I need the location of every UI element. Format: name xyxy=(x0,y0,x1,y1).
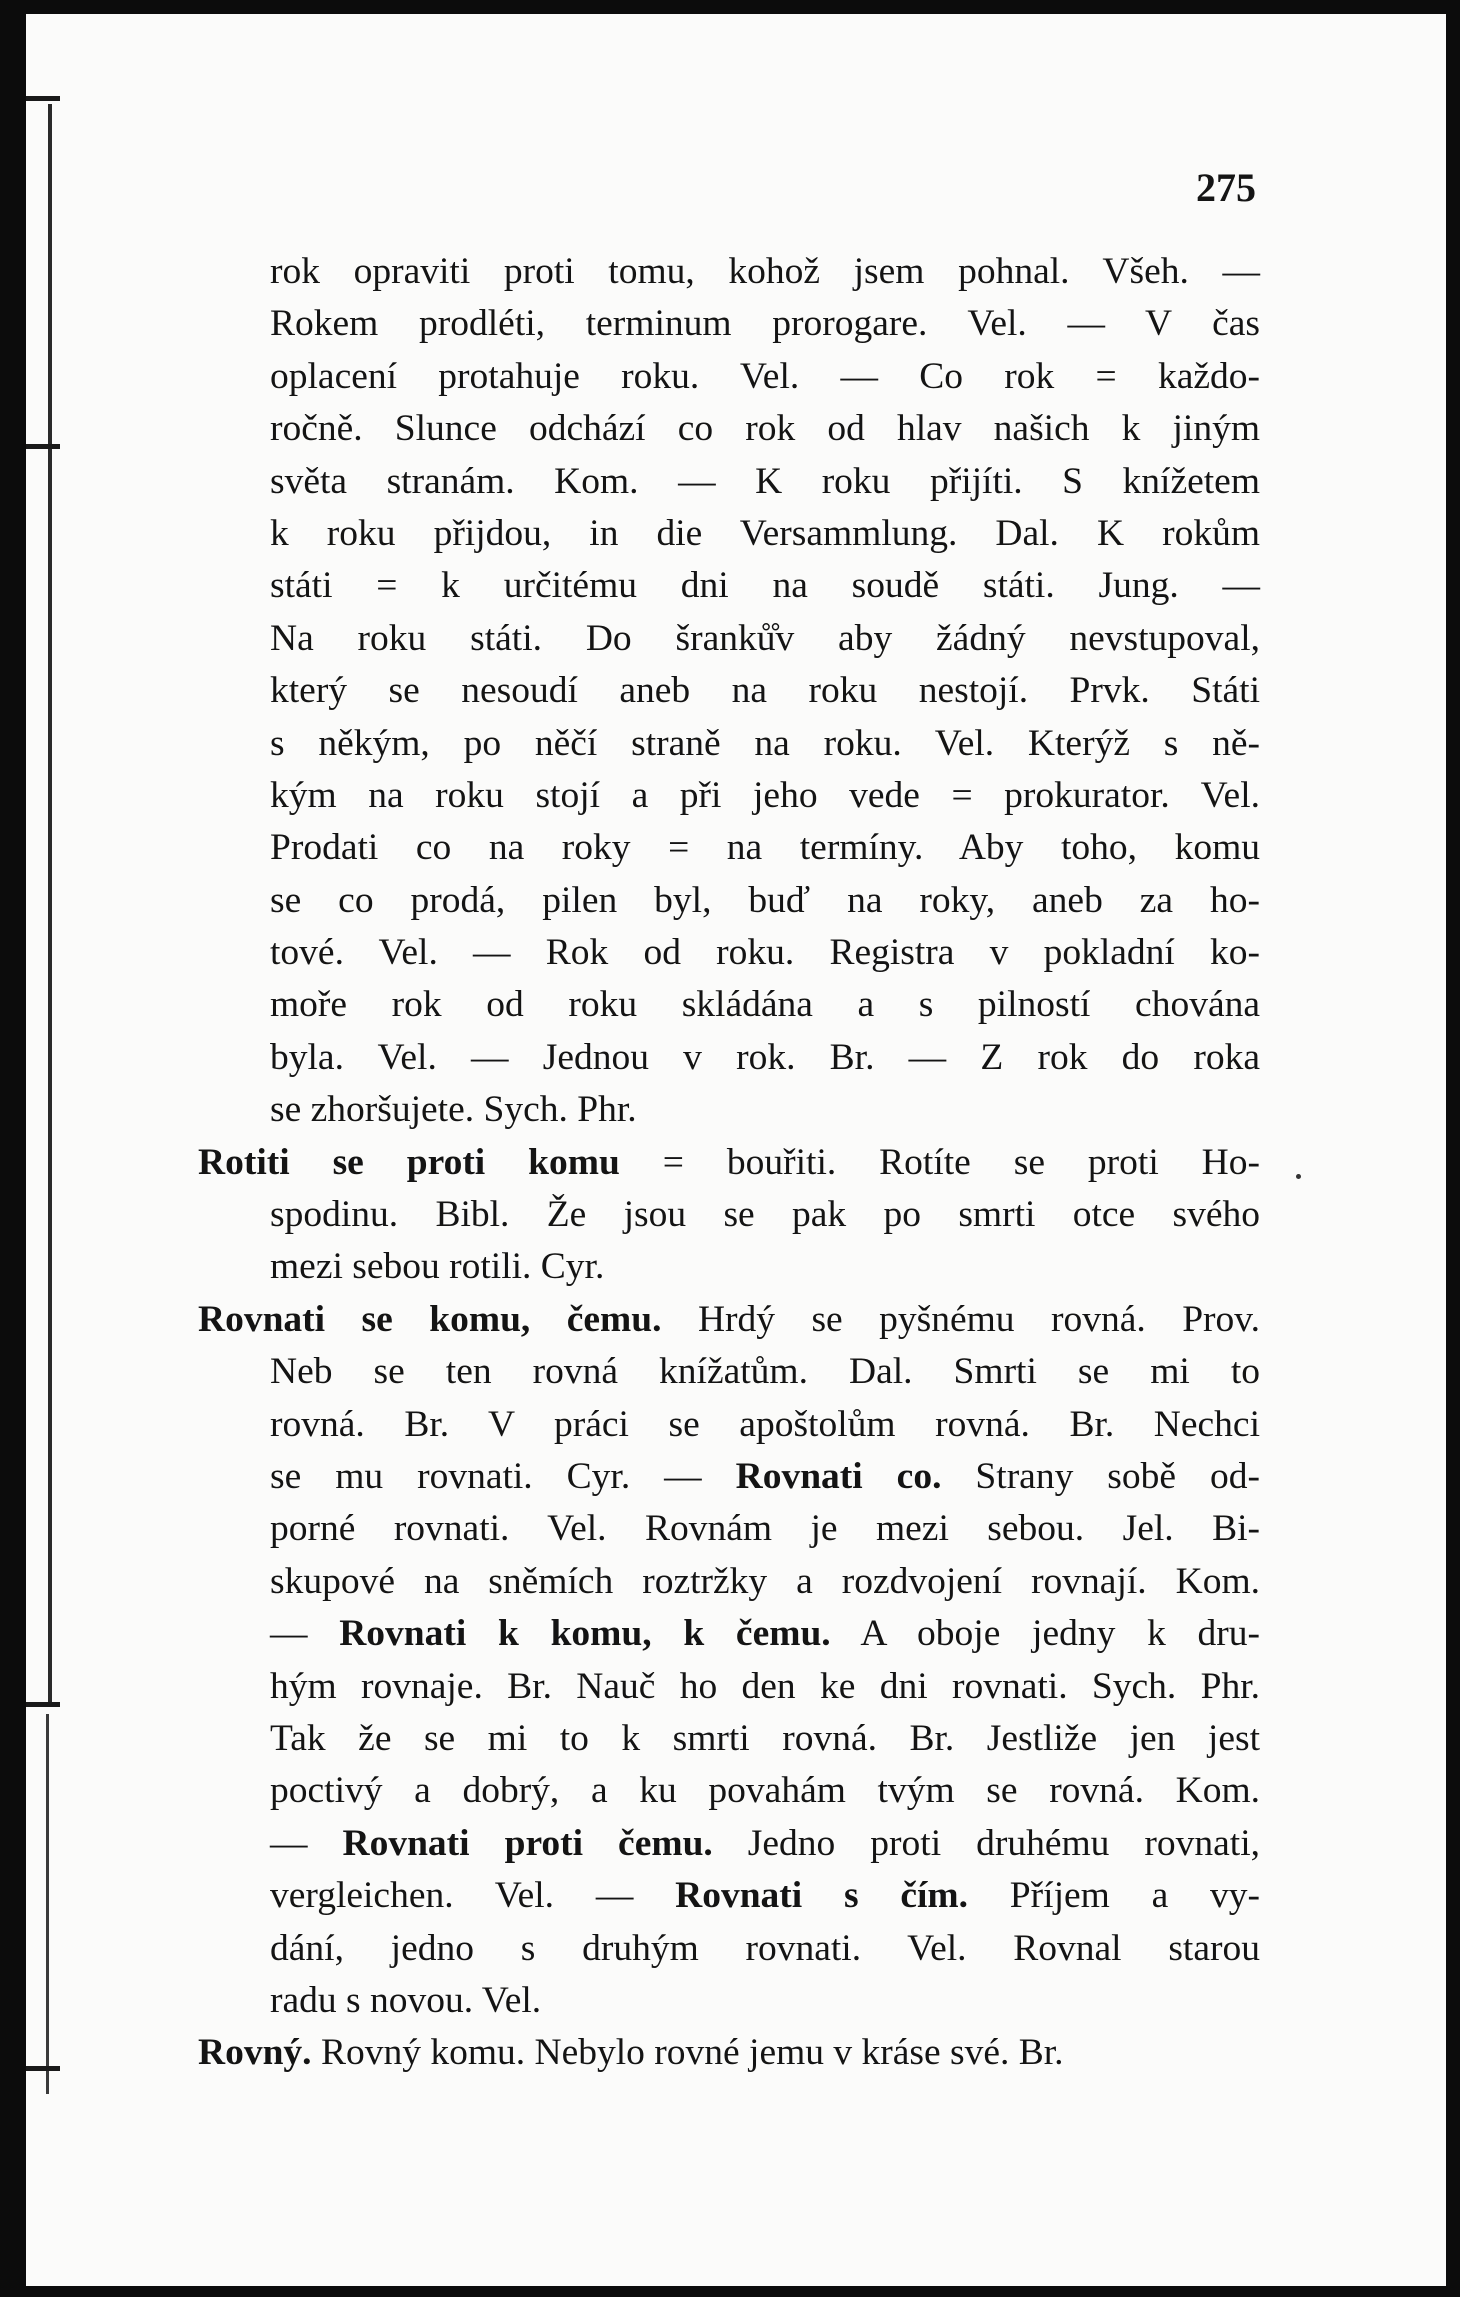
line-text: se zhoršujete. Sych. Phr. xyxy=(270,1089,637,1131)
line-text: světa stranám. Kom. — K roku přijíti. S knížetem xyxy=(270,460,1260,502)
line-text: rovná. Br. V práci se apoštolům rovná. Br. Nechci xyxy=(270,1403,1260,1445)
line-prefix: vergleichen. Vel. — xyxy=(270,1875,676,1917)
text-line xyxy=(198,246,1260,298)
headword: Rotiti se proti komu xyxy=(198,1141,620,1183)
text-line xyxy=(198,1556,1260,1608)
line-text: Jedno proti druhému rovnati, xyxy=(712,1822,1260,1864)
text-line xyxy=(198,560,1260,612)
line-text: = bouřiti. Rotíte se proti Ho- xyxy=(619,1141,1261,1183)
text-line xyxy=(198,1084,1260,1136)
line-text: Tak že se mi to k smrti rovná. Br. Jestliže jen jest xyxy=(270,1717,1260,1759)
text-line xyxy=(198,770,1260,822)
binding-edge-lower xyxy=(46,1714,49,2094)
line-text: skupové na sněmích roztržky a rozdvojení rovnají. Kom. xyxy=(270,1560,1260,1602)
text-line xyxy=(198,1870,1260,1922)
line-text: oplacení protahuje roku. Vel. — Co rok = každo- xyxy=(270,355,1260,397)
text-line xyxy=(198,1346,1260,1398)
headword: Rovnati proti čemu. xyxy=(342,1822,713,1864)
line-text: rok opraviti proti tomu, kohož jsem pohnal. Všeh. — xyxy=(270,251,1260,292)
line-text: tové. Vel. — Rok od roku. Registra v pokladní ko- xyxy=(270,932,1260,974)
binding-mark xyxy=(26,96,60,101)
line-text: Neb se ten rovná knížatům. Dal. Smrti se mi to xyxy=(270,1351,1260,1393)
text-line xyxy=(198,927,1260,979)
headword: Rovnati co. xyxy=(735,1455,942,1497)
line-text: hým rovnaje. Br. Nauč ho den ke dni rovnati. Sych. Phr. xyxy=(270,1665,1260,1707)
text-line xyxy=(198,1608,1260,1660)
entry-line xyxy=(198,2027,1260,2079)
line-text: Rokem prodléti, terminum prorogare. Vel. — V čas xyxy=(270,303,1260,345)
text-line xyxy=(198,1923,1260,1975)
text-line xyxy=(198,613,1260,665)
text-line xyxy=(198,403,1260,455)
text-line xyxy=(198,1661,1260,1713)
line-text: státi = k určitému dni na soudě státi. Jung. — xyxy=(270,565,1260,607)
text-line xyxy=(198,1399,1260,1451)
headword: Rovný. xyxy=(198,2032,312,2074)
line-prefix: se mu rovnati. Cyr. — xyxy=(270,1455,736,1497)
line-prefix: — xyxy=(270,1613,340,1655)
text-line xyxy=(198,718,1260,770)
headword: Rovnati s čím. xyxy=(675,1875,969,1917)
text-line xyxy=(198,1765,1260,1817)
page-number: 275 xyxy=(1196,165,1256,210)
line-text: porné rovnati. Vel. Rovnám je mezi sebou. Jel. Bi- xyxy=(270,1508,1260,1550)
text-line xyxy=(198,1241,1260,1293)
text-line xyxy=(198,298,1260,350)
binding-mark xyxy=(26,2066,60,2071)
headword: Rovnati se komu, čemu. xyxy=(198,1298,662,1340)
text-line xyxy=(198,351,1260,403)
line-text: s někým, po něčí straně na roku. Vel. Kterýž s ně- xyxy=(270,722,1260,764)
dictionary-text xyxy=(198,246,1260,2080)
text-line xyxy=(198,1818,1260,1870)
line-text: Prodati co na roky = na termíny. Aby toho, komu xyxy=(270,827,1260,869)
line-text: moře rok od roku skládána a s pilností chována xyxy=(270,984,1260,1026)
text-line xyxy=(198,1503,1260,1555)
text-line xyxy=(198,1713,1260,1765)
line-text: poctivý a dobrý, a ku povahám tvým se rovná. Kom. xyxy=(270,1770,1260,1812)
paper-speck xyxy=(1296,1174,1301,1179)
line-text: mezi sebou rotili. Cyr. xyxy=(270,1246,605,1288)
entry-line xyxy=(198,1294,1260,1346)
book-page xyxy=(26,14,1446,2286)
text-line xyxy=(198,875,1260,927)
text-line xyxy=(198,1189,1260,1241)
binding-edge xyxy=(48,104,52,1704)
text-line xyxy=(198,665,1260,717)
text-line xyxy=(198,1451,1260,1503)
binding-mark xyxy=(26,444,60,449)
line-text: Strany sobě od- xyxy=(941,1455,1260,1497)
entry-line xyxy=(198,1137,1260,1189)
line-text: se co prodá, pilen byl, buď na roky, aneb za ho- xyxy=(270,879,1260,921)
text-line xyxy=(198,1975,1260,2027)
line-text: Rovný komu. Nebylo rovné jemu v kráse své. Br. xyxy=(311,2032,1064,2074)
binding-mark xyxy=(26,1702,60,1707)
text-line xyxy=(198,822,1260,874)
text-line xyxy=(198,979,1260,1031)
text-line xyxy=(198,1032,1260,1084)
line-text: dání, jedno s druhým rovnati. Vel. Rovnal starou xyxy=(270,1927,1260,1969)
line-text: spodinu. Bibl. Že jsou se pak po smrti otce svého xyxy=(270,1194,1260,1236)
headword: Rovnati k komu, k čemu. xyxy=(339,1613,831,1655)
line-text: který se nesoudí aneb na roku nestojí. Prvk. Státi xyxy=(270,670,1260,712)
line-text: k roku přijdou, in die Versammlung. Dal. K rokům xyxy=(270,512,1260,554)
line-text: Hrdý se pyšnému rovná. Prov. xyxy=(661,1298,1260,1340)
text-line xyxy=(198,456,1260,508)
line-text: Na roku státi. Do šranků̊v aby žádný nevstupoval, xyxy=(270,617,1260,659)
line-text: byla. Vel. — Jednou v rok. Br. — Z rok do roka xyxy=(270,1036,1260,1078)
line-text: A oboje jedny k dru- xyxy=(830,1613,1261,1655)
line-text: kým na roku stojí a při jeho vede = prokurator. Vel. xyxy=(270,774,1260,816)
line-text: Příjem a vy- xyxy=(968,1875,1260,1917)
text-line xyxy=(198,508,1260,560)
line-text: ročně. Slunce odchází co rok od hlav našich k jiným xyxy=(270,408,1260,450)
line-prefix: — xyxy=(270,1822,343,1864)
line-text: radu s novou. Vel. xyxy=(270,1979,542,2021)
